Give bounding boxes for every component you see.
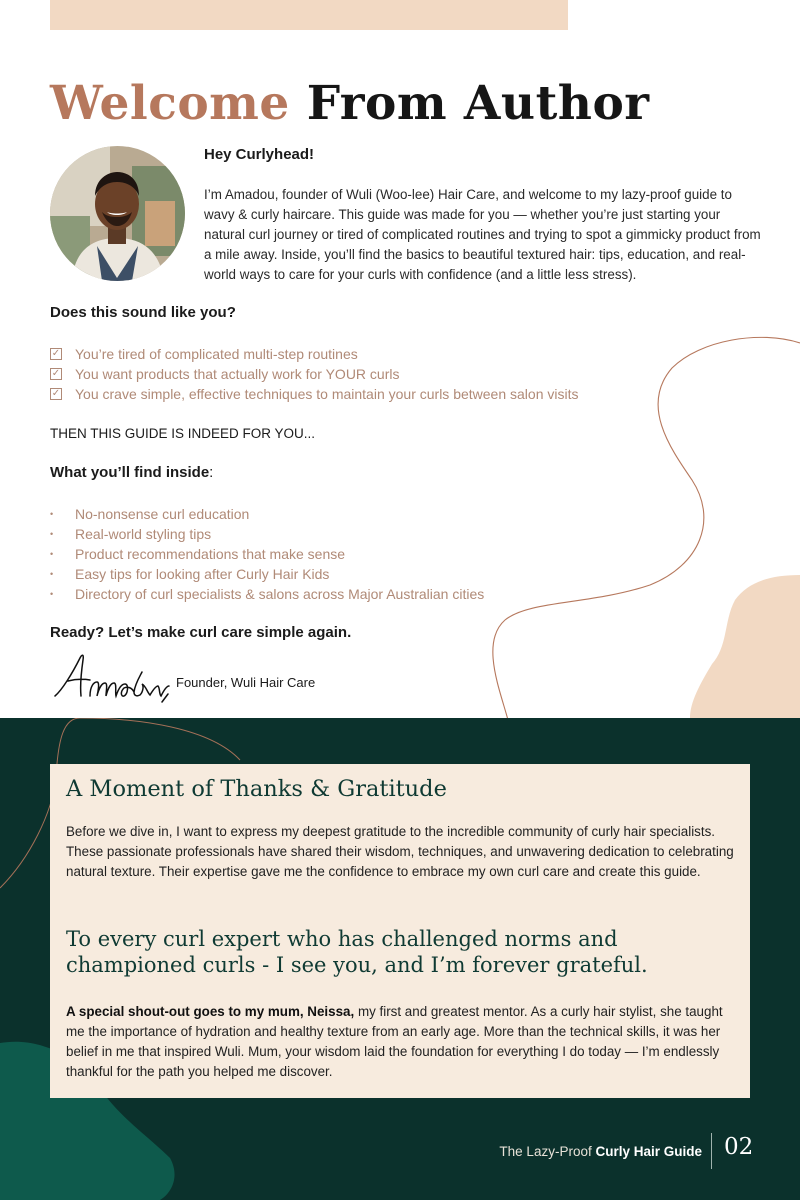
peach-blob (690, 575, 800, 718)
checklist-item-text: You’re tired of complicated multi-step routines (75, 346, 358, 362)
title-main-words: From Author (306, 76, 650, 131)
shout-out-paragraph (66, 1002, 742, 1082)
list-item-text: Real-world styling tips (75, 526, 212, 542)
intro-paragraph: I’m Amadou, founder of Wuli (Woo-lee) Hair Care, and welcome to my lazy-proof guide to wavy & curly haircare. This guide was made for you — whether you’re just starting your natural curl journey or tired of complicated routines and trying to spot a gimmicky product from a mile away. Inside, you’ll find the basics to beautiful textured hair: tips, education, and real-world ways to care for your curls with confidence (and a little less stress). (204, 187, 761, 282)
checklist-item-text: You crave simple, effective techniques to maintain your curls between salon visits (75, 386, 579, 402)
signature-role: Founder, Wuli Hair Care (176, 675, 316, 690)
list-item-text: Product recommendations that make sense (75, 546, 346, 562)
gratitude-paragraph: Before we dive in, I want to express my deepest gratitude to the incredible community of curly hair specialists. These passionate professionals have shared their wisdom, techniques, and unwavering dedication to celebrating natural texture. Their expertise gave me the confidence to embrace my own curl care and create this guide. (66, 824, 734, 879)
title-accent-word: Welcome (50, 76, 290, 131)
bullet-dot-icon: • (50, 509, 54, 519)
bullet-dot-icon: • (50, 529, 54, 539)
checkbox-icon: ✓ (51, 348, 61, 359)
find-heading-colon: : (209, 464, 214, 481)
list-item (50, 524, 484, 544)
list-item-text: Easy tips for looking after Curly Hair Kids (75, 566, 330, 582)
list-item (50, 544, 484, 564)
footer-bold-title: Curly Hair Guide (595, 1144, 702, 1159)
page-number: 02 (724, 1134, 754, 1160)
gratitude-quote: To every curl expert who has challenged norms and championed curls - I see you, and I’m forever grateful. (66, 927, 648, 977)
find-heading (50, 464, 213, 481)
find-list (50, 504, 484, 604)
footer-guide-title (499, 1144, 702, 1159)
greeting: Hey Curlyhead! (204, 146, 315, 163)
ready-line: Ready? Let’s make curl care simple again. (50, 624, 352, 641)
shout-out-lead: A special shout-out goes to my mum, Neissa, (66, 1004, 355, 1019)
gratitude-title: A Moment of Thanks & Gratitude (66, 776, 447, 802)
find-heading-text: What you’ll find inside (50, 464, 210, 481)
checklist-item-text: You want products that actually work for YOUR curls (75, 366, 400, 382)
list-item (50, 564, 484, 584)
shout-out-text: my first and greatest mentor. As a curly hair stylist, she taught me the importance of hydration and healthy texture from an early age. More than the technical skills, it was her belief in me that inspired Wuli. Mum, your wisdom laid the foundation for everything I do today — I’m endlessly thankful for the path you helped me discover. (66, 1004, 723, 1079)
bullet-dot-icon: • (50, 569, 54, 579)
checklist-item (50, 384, 579, 404)
footer-prefix: The Lazy-Proof (499, 1144, 596, 1159)
checkbox-icon: ✓ (51, 368, 61, 379)
list-item (50, 584, 484, 604)
checklist-item (50, 364, 579, 384)
bullet-dot-icon: • (50, 549, 54, 559)
list-item-text: Directory of curl specialists & salons across Major Australian cities (75, 586, 485, 602)
page-title (50, 76, 650, 131)
list-item-text: No-nonsense curl education (75, 506, 250, 522)
top-accent-band (50, 0, 568, 30)
author-avatar (50, 146, 185, 281)
checkbox-icon: ✓ (51, 388, 61, 399)
then-line: THEN THIS GUIDE IS INDEED FOR YOU... (50, 426, 316, 441)
footer-divider (711, 1133, 712, 1169)
list-item (50, 504, 484, 524)
checklist-item (50, 344, 579, 364)
bullet-dot-icon: • (50, 589, 54, 599)
checklist (50, 344, 579, 404)
signature (50, 646, 175, 706)
gratitude-card (50, 764, 750, 1098)
question-heading: Does this sound like you? (50, 304, 236, 321)
